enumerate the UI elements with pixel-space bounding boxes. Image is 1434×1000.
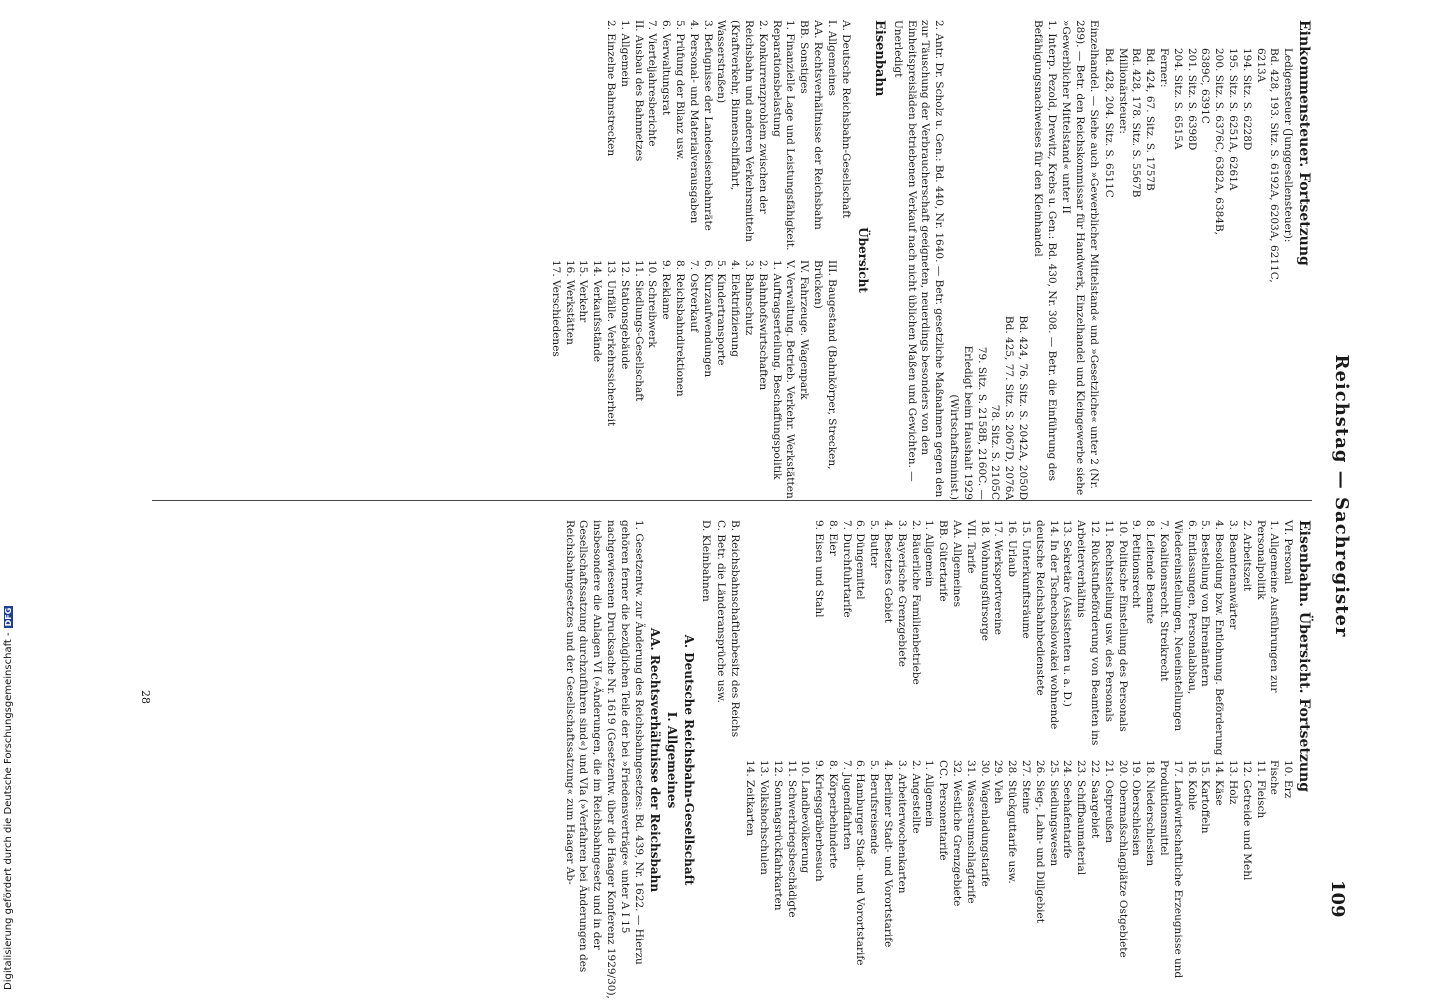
reference-line: 78. Sitz. S. 2105C: [989, 404, 1002, 500]
overview-item: V. Verwaltung. Betrieb. Verkehr. Werkstätten: [784, 260, 797, 499]
overview-item: 25. Siedlungswesen: [1047, 760, 1060, 867]
overview-item: 10. Schreibwerk: [646, 260, 659, 348]
overview-item: 11. Siedlungs-Gesellschaft: [632, 260, 645, 402]
antrag-entry: 2. Antr. Dr. Scholz u. Gen.: Bd. 440, Nr. 1640. — Betr. gesetzliche Maßnahmen gegen den zur Täuschung der Verbraucherschaft geeigneten, neuerdings besonders von den Einheitspreisläden betriebenen Verkauf nach nicht üblichen Maßen und Gewichten. — Unerledigt: [891, 20, 946, 498]
eisenbahn-heading: Eisenbahn: [872, 20, 888, 97]
reference-line: 79. Sitz. S. 2158B, 2160C. —: [975, 346, 988, 500]
index-line: 194. Sitz. S. 6228D: [1240, 48, 1253, 151]
overview-item: 9. Kriegsgräberbesuch: [813, 760, 826, 882]
overview-item: 8. Leitende Beamte: [1144, 520, 1157, 624]
overview-item: 30. Wagenladungstarife: [978, 760, 991, 887]
left-heading: Einkommensteuer. Fortsetzung: [1296, 20, 1312, 266]
right-list-1: [742, 520, 1294, 760]
overview-item: 6. Kurzaufwendungen: [701, 260, 714, 378]
section-b: B. Reichsbahnschaftlenbesitz des Reichs: [729, 520, 742, 738]
overview-item: 17. Landwirtschaftliche Erzeugnisse und Produktionsmittel: [1158, 760, 1184, 979]
overview-item: 1. Allgemein: [618, 20, 631, 87]
overview-item: 2. Einzelne Bahnstrecken: [604, 20, 617, 157]
left-column: [548, 20, 1312, 500]
overview-item: VII. Tarife: [964, 520, 977, 574]
overview-item: 27. Steine: [1020, 760, 1033, 814]
reference-line: (Wirtschaftsminist.): [948, 394, 961, 500]
index-line: Ledigensteuer (Junggesellensteuer):: [1282, 48, 1295, 243]
overview-item: 2. Angestellte: [909, 760, 922, 834]
overview-item: Fische: [1268, 760, 1281, 795]
overview-item: 4. Elektrifizierung: [729, 260, 742, 357]
overview-item: 1. Auftragserteilung. Beschaffungspolitik: [770, 260, 783, 480]
overview-item: 9. Reklame: [660, 260, 673, 320]
overview-item: II. Ausbau des Bahnnetzes: [632, 20, 645, 162]
left-lists: [548, 20, 838, 500]
overview-item: 2. Arbeitszeit: [1240, 520, 1253, 592]
overview-item: 6. Verwaltungsrat: [660, 20, 673, 116]
folio-number: 109: [1327, 880, 1348, 918]
overview-item: 13. Holz: [1227, 760, 1240, 805]
overview-item: 2. Konkurrenzproblem zwischen der Reichsbahn und anderen Verkehrsmitteln (Kraftverkehr, Binnenschiffahrt, Wasserstraßen): [715, 20, 769, 242]
overview-item: 11. Rechtsstellung usw. des Personals: [1102, 520, 1115, 723]
overview-item: 3. Befugnisse der Landeseisenbahnräte: [701, 20, 714, 231]
overview-item: 13. Unfälle. Verkehrssicherheit: [604, 260, 617, 427]
right-heading: Eisenbahn. Übersicht. Fortsetzung: [1296, 520, 1312, 793]
einkommensteuer-list: [1101, 20, 1294, 500]
dfg-logo: DFG: [4, 607, 13, 627]
overview-item: 4. Berliner Stadt- und Vorortstarife: [882, 760, 895, 948]
overview-item: 19. Oberschlesien: [1130, 760, 1143, 856]
overview-item: 7. Durchfuhrtarife: [840, 520, 853, 618]
right-column: [561, 520, 1312, 1000]
digitization-notice: [3, 0, 17, 990]
index-line: 201. Sitz. S. 6398D: [1185, 48, 1198, 151]
overview-item: 3. Bahnschutz: [742, 260, 755, 336]
overview-item: 16. Werkstätten: [563, 260, 576, 345]
overview-item: 15. Unterkunftsräume: [1020, 520, 1033, 639]
overview-item: 14. Käse: [1213, 760, 1226, 806]
overview-item: 6. Entlassungen, Personalabbau, Wiedereinstellungen, Neueinstellungen: [1171, 520, 1198, 732]
overview-item: 8. Eier: [826, 520, 839, 556]
index-line: 6213A: [1254, 48, 1267, 83]
reference-line: Erledigt beim Haushalt 1929: [961, 345, 974, 500]
overview-item: 10. Landbevölkerung: [799, 760, 812, 874]
overview-item: 14. Verkaufsstände: [591, 260, 604, 363]
overview-item: BB. Gütertarife: [937, 520, 950, 602]
section-i-heading: I. Allgemeines: [665, 711, 680, 809]
overview-item: 5. Bestellung von Ehrenämtern: [1199, 520, 1212, 687]
overview-item: BB. Sonstiges: [798, 20, 811, 94]
overview-item: 1. Allgemeine Ausführungen zur Personalpolitik: [1254, 520, 1281, 693]
overview-item: 24. Seehafentarife: [1061, 760, 1074, 859]
overview-item: 4. Besetztes Gebiet: [882, 520, 895, 623]
overview-item: 2. Bahnhofswirtschaften: [756, 260, 769, 391]
overview-item: 17. Werksportvereine: [992, 520, 1005, 635]
section-d: D. Kleinbahnen: [699, 520, 712, 602]
overview-item: 3. Beamtenanwärter: [1227, 520, 1240, 630]
overview-item: 9. Eisen und Stahl: [813, 520, 826, 618]
overview-item: 7. Koalitionsrecht. Streikrecht: [1158, 520, 1171, 682]
reference-line: Bd. 424, 76. Sitz. S. 2042A, 2050D: [1017, 315, 1030, 500]
overview-item: 12. Stationsgebäude: [618, 260, 631, 370]
overview-item: 13. Sekretäre (Assistenten u. a. D.): [1061, 520, 1074, 707]
rotated-sheet: [126, 0, 1352, 1000]
page-number: 28: [139, 690, 152, 704]
overview-item: 10. Erz: [1282, 760, 1295, 799]
left-list-1: [548, 20, 838, 260]
left-list-2: [548, 260, 838, 500]
overview-item: III. Baugestand (Bahnkörper, Strecken, Brücken): [811, 260, 838, 470]
running-title: Reichstag — Sachregister: [1331, 354, 1352, 638]
section-aa-heading: AA. Rechtsverhältnisse der Reichsbahn: [648, 627, 663, 893]
overview-item: 15. Verkehr: [577, 260, 590, 323]
overview-item: 29. Vieh: [992, 760, 1005, 804]
right-list-2: [742, 760, 1294, 1000]
index-line: Millionärsteuer:: [1116, 48, 1129, 134]
index-line: Bd. 428, 193. Sitz. S. 6192A, 6203A, 6211C,: [1268, 48, 1281, 283]
overview-item: 8. Körperbehinderte: [826, 760, 839, 869]
overview-item: 4. Personal- und Materialverausgaben: [687, 20, 700, 224]
digitization-text: Digitalisierung gefördert durch die Deutsche Forschungsgemeinschaft -: [3, 632, 14, 990]
reference-line: Bd. 425, 77. Sitz. S. 2067D, 2076A: [1003, 315, 1016, 500]
overview-item: 11. Schwerkriegsbeschädigte: [785, 760, 798, 918]
overview-item: 7. Vierteljahresberichte: [646, 20, 659, 147]
overview-item: 14. Zeitkarten: [744, 760, 757, 836]
overview-item: 14. In der Tschechoslowakei wohnende deutsche Reichsbahnbedienstete: [1033, 520, 1060, 730]
overview-item: IV. Fahrzeuge. Wagenpark: [798, 260, 811, 400]
uebersicht-heading: Übersicht: [856, 227, 871, 293]
overview-item: 17. Verschiedenes: [549, 260, 562, 357]
overview-item: 2. Bäuerliche Familienbetriebe: [909, 520, 922, 685]
overview-item: 18. Niederschlesien: [1144, 760, 1157, 867]
overview-item: 5. Prüfung der Bilanz usw.: [673, 20, 686, 161]
overview-item: 12. Rückstufbeförderung von Beamten ins Arbeiterverhältnis: [1075, 520, 1102, 746]
index-line: Bd. 424, 67. Sitz. S. 1757B: [1144, 48, 1157, 191]
section-a-left: A. Deutsche Reichsbahn-Gesellschaft: [840, 20, 853, 219]
overview-item: 3. Bayerische Grenzgebiete: [895, 520, 908, 668]
overview-item: 5. Kindertransporte: [715, 260, 728, 366]
section-c: C. Betr. die Länderansprüche usw.: [714, 520, 727, 703]
overview-item: 16. Kohle: [1185, 760, 1198, 811]
overview-item: 23. Schiffbaumaterial: [1075, 760, 1088, 876]
overview-item: AA. Rechtsverhältnisse der Reichsbahn: [811, 20, 824, 230]
overview-item: 7. Ostverkauf: [687, 260, 700, 333]
overview-item: 3. Arbeiterwochenkarten: [895, 760, 908, 894]
einzelhandel-entry: Einzelhandel. — Siehe auch »Gewerblicher Mittelstand« und »Gesetzliche« unter 2 (Nr. 289). — Betr. den Reichskommissar für Handwerk, Einzelhandel und Kleingewerbe siehe »Gewerblicher Mittelstand« unter II: [1060, 20, 1101, 496]
overview-item: 21. Ostpreußen: [1102, 760, 1115, 843]
overview-item: 4. Besoldung bzw. Entlohnung. Beförderung: [1213, 520, 1226, 756]
column-divider: [152, 500, 1312, 501]
index-line: 6389C, 6391C: [1199, 48, 1212, 124]
overview-item: 10. Politische Einstellung des Personals: [1116, 520, 1129, 732]
index-line: Bd. 428, 204. Sitz. S. 6511C: [1102, 48, 1115, 198]
overview-item: 9. Petitionsrecht: [1130, 520, 1143, 608]
overview-item: 32. Westliche Grenzgebiete: [951, 760, 964, 907]
index-line: 200. Sitz. S. 6376C, 6382A, 6384B,: [1213, 48, 1226, 236]
overview-item: I. Allgemeines: [825, 20, 838, 96]
overview-item: 15. Kartoffeln: [1199, 760, 1212, 834]
overview-item: 5. Berufsreisende: [868, 760, 881, 855]
overview-item: 11. Fleisch: [1254, 760, 1267, 819]
overview-item: 18. Wohnungsfürsorge: [978, 520, 991, 641]
index-line: Ferner:: [1158, 48, 1171, 88]
section-a-heading: A. Deutsche Reichsbahn-Gesellschaft: [681, 634, 696, 886]
overview-item: 12. Sonntagsrückfahrkarten: [771, 760, 784, 911]
overview-item: 16. Urlaub: [1006, 520, 1019, 578]
overview-item: 22. Saargebiet: [1089, 760, 1102, 839]
overview-item: 31. Wassersumschlagtarife: [964, 760, 977, 904]
overview-item: AA. Allgemeines: [951, 520, 964, 607]
overview-item: CC. Personentarife: [937, 760, 950, 861]
overview-item: VI. Personal: [1282, 520, 1295, 585]
index-line: Bd. 428, 178. Sitz. S. 5567B: [1130, 48, 1143, 198]
right-lists: [742, 520, 1294, 1000]
overview-item: 8. Reichsbahndirektionen: [673, 260, 686, 397]
overview-item: 26. Sieg-, Lahn- und Dillgebiet: [1033, 760, 1046, 923]
index-line: 204. Sitz. S. 6515A: [1171, 48, 1184, 150]
overview-item: 6. Hamburger Stadt- und Vorortstarife: [854, 760, 867, 966]
overview-item: 1. Finanzielle Lage und Leistungsfähigkeit. Reparationsbelastung: [770, 20, 797, 251]
gesetzentwurf-entry: 1. Gesetzentw. zur Änderung des Reichsbahngesetzes: Bd. 439, Nr. 1622. — Hierzu gehören ferner die bezüglichen Teile der bei »Friedensverträge« unter A I 15 nachgewiesenen Drucksache Nr. 1619 (Gesetzentw. über die Haager Konferenz 1929/30), insbesondere die Anlagen VI (»Änderungen, die im Reichsbahngesetz und in der Gesellschaftssatzung durchzuführen sind«) und VIa (»Verfahren bei Änderungen des Reichsbahngesetzes und der Gesellschaftssatzung« zum Haager Ab-: [563, 520, 645, 999]
overview-item: 20. Obermaßschlagplätze Ostgebiete: [1116, 760, 1129, 958]
overview-item: 12. Getreide und Mehl: [1240, 760, 1253, 881]
overview-item: 5. Butter: [868, 520, 881, 568]
overview-item: 1. Allgemein: [923, 520, 936, 587]
index-line: 195. Sitz. S. 6251A, 6261A: [1227, 48, 1240, 191]
overview-item: 7. Jugendfahrten: [840, 760, 853, 850]
overview-item: 6. Düngemittel: [854, 520, 867, 600]
overview-item: 13. Volkshochschulen: [757, 760, 770, 875]
overview-item: 1. Allgemein: [923, 760, 936, 827]
overview-item: 28. Stückguttarife usw.: [1006, 760, 1019, 884]
interpellation-entry: 1. Interp. Pezold, Drewitz, Krebs u. Gen.: Bd. 430, Nr. 308. — Betr. die Einführung des Befähigungsnachweises für den Kleinhandel: [1031, 20, 1058, 482]
interpellation-refs: [946, 20, 1029, 500]
